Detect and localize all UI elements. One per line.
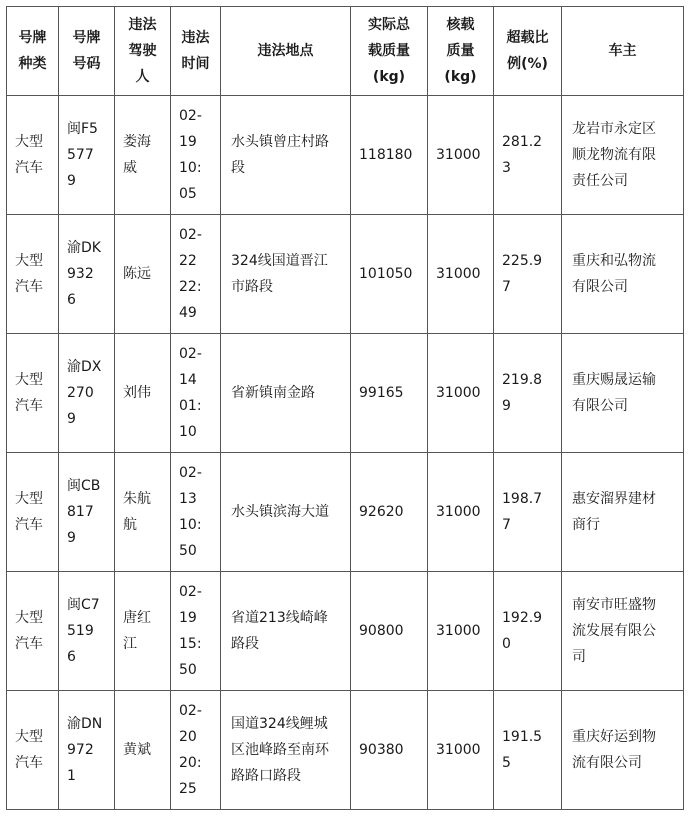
plate-number-cell: 闽CB 817 9	[59, 453, 115, 572]
table-row	[7, 691, 684, 810]
driver-cell: 娄海 威	[115, 96, 171, 215]
table-row	[7, 572, 684, 691]
plate-number-cell: 闽F5 577 9	[59, 96, 115, 215]
header-cell: 号牌 种类	[7, 7, 59, 96]
overload-ratio-cell: 225.9 7	[494, 215, 562, 334]
rated-load-cell: 31000	[428, 215, 494, 334]
actual-load-cell: 92620	[351, 453, 428, 572]
vehicle-type-cell: 大型 汽车	[7, 691, 59, 810]
header-cell: 车主	[562, 7, 684, 96]
rated-load-cell: 31000	[428, 96, 494, 215]
violation-time-cell: 02- 13 10: 50	[171, 453, 221, 572]
violation-location-cell: 省新镇南金路	[221, 334, 351, 453]
violation-location-cell: 324线国道晋江 市路段	[221, 215, 351, 334]
table-row	[7, 334, 684, 453]
violation-time-cell: 02- 20 20: 25	[171, 691, 221, 810]
violation-time-cell: 02- 19 10: 05	[171, 96, 221, 215]
violation-time-cell: 02- 14 01: 10	[171, 334, 221, 453]
overload-violation-table	[6, 6, 684, 810]
rated-load-cell: 31000	[428, 691, 494, 810]
header-cell: 实际总 载质量 (kg)	[351, 7, 428, 96]
plate-number-cell: 闽C7 519 6	[59, 572, 115, 691]
actual-load-cell: 90800	[351, 572, 428, 691]
actual-load-cell: 118180	[351, 96, 428, 215]
vehicle-owner-cell: 龙岩市永定区 顺龙物流有限 责任公司	[562, 96, 684, 215]
violation-location-cell: 水头镇滨海大道	[221, 453, 351, 572]
violation-location-cell: 省道213线崎峰 路段	[221, 572, 351, 691]
actual-load-cell: 99165	[351, 334, 428, 453]
rated-load-cell: 31000	[428, 334, 494, 453]
header-cell: 号牌 号码	[59, 7, 115, 96]
rated-load-cell: 31000	[428, 572, 494, 691]
overload-ratio-cell: 281.2 3	[494, 96, 562, 215]
vehicle-type-cell: 大型 汽车	[7, 334, 59, 453]
driver-cell: 陈远	[115, 215, 171, 334]
header-cell: 超载比 例(%)	[494, 7, 562, 96]
vehicle-owner-cell: 重庆和弘物流 有限公司	[562, 215, 684, 334]
overload-ratio-cell: 219.8 9	[494, 334, 562, 453]
actual-load-cell: 101050	[351, 215, 428, 334]
header-cell: 违法地点	[221, 7, 351, 96]
driver-cell: 朱航 航	[115, 453, 171, 572]
vehicle-type-cell: 大型 汽车	[7, 96, 59, 215]
header-cell: 违法 时间	[171, 7, 221, 96]
plate-number-cell: 渝DN 972 1	[59, 691, 115, 810]
rated-load-cell: 31000	[428, 453, 494, 572]
overload-ratio-cell: 191.5 5	[494, 691, 562, 810]
overload-ratio-cell: 198.7 7	[494, 453, 562, 572]
violation-time-cell: 02- 22 22: 49	[171, 215, 221, 334]
violation-location-cell: 水头镇曾庄村路 段	[221, 96, 351, 215]
driver-cell: 刘伟	[115, 334, 171, 453]
table-container	[6, 6, 684, 810]
driver-cell: 黄斌	[115, 691, 171, 810]
vehicle-owner-cell: 惠安溜界建材 商行	[562, 453, 684, 572]
plate-number-cell: 渝DX 270 9	[59, 334, 115, 453]
vehicle-owner-cell: 重庆好运到物 流有限公司	[562, 691, 684, 810]
table-row	[7, 215, 684, 334]
table-row	[7, 453, 684, 572]
overload-ratio-cell: 192.9 0	[494, 572, 562, 691]
header-row	[7, 7, 684, 96]
vehicle-type-cell: 大型 汽车	[7, 453, 59, 572]
vehicle-type-cell: 大型 汽车	[7, 572, 59, 691]
table-row	[7, 96, 684, 215]
vehicle-type-cell: 大型 汽车	[7, 215, 59, 334]
vehicle-owner-cell: 重庆赐晟运输 有限公司	[562, 334, 684, 453]
violation-time-cell: 02- 19 15: 50	[171, 572, 221, 691]
header-cell: 核载 质量 (kg)	[428, 7, 494, 96]
header-cell: 违法 驾驶 人	[115, 7, 171, 96]
driver-cell: 唐红 江	[115, 572, 171, 691]
actual-load-cell: 90380	[351, 691, 428, 810]
vehicle-owner-cell: 南安市旺盛物 流发展有限公 司	[562, 572, 684, 691]
violation-location-cell: 国道324线鲤城 区池峰路至南环 路路口路段	[221, 691, 351, 810]
plate-number-cell: 渝DK 932 6	[59, 215, 115, 334]
